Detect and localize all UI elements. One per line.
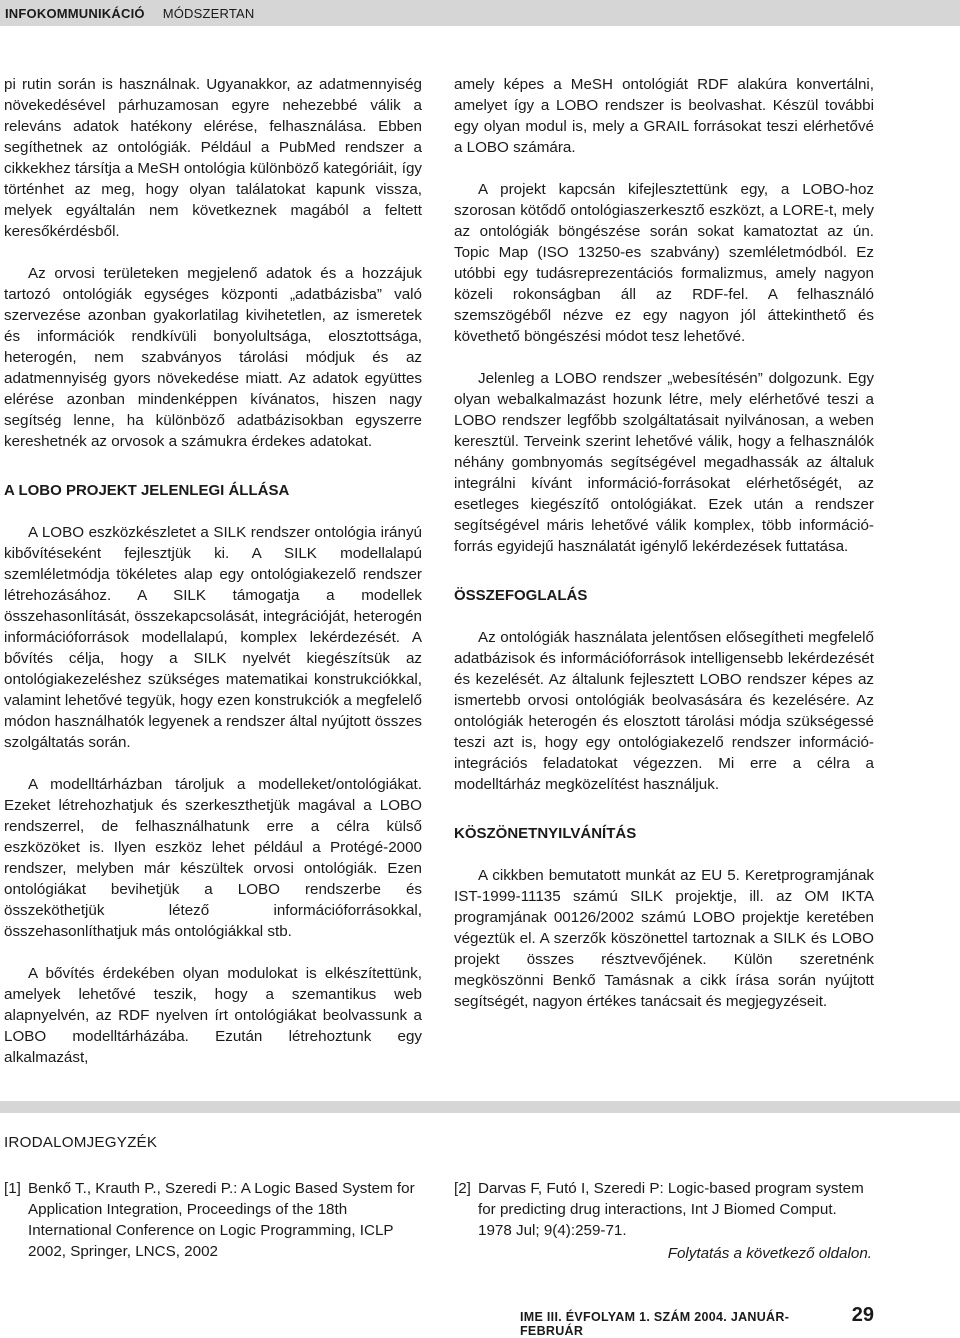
reference-number: [2] (454, 1180, 471, 1197)
reference-number: [1] (4, 1180, 21, 1197)
right-paragraph-1: amely képes a MeSH ontológiát RDF alakúra konvertálni, amelyet így a LOBO rendszer is beolvashat. Készül további egy olyan modul is, mely a GRAIL forrásokat teszi elérhetővé a LOBO számára. (454, 76, 874, 156)
reference-item (4, 1178, 424, 1262)
reference-item (454, 1178, 874, 1264)
left-paragraph-3: A LOBO eszközkészletet a SILK rendszer ontológia irányú kibővítéseként fejlesztjük ki. A SILK modellalapú szemléletmódja tökéletes alap egy ontológiakezelő rendszer létrehozásához. A SILK támogatja a modellek összehasonlítását, összekapcsolását, integrációját, heterogén információforrások modellalapú, komplex lekérdezését. A bővítés célja, hogy a SILK nyelvét kiegészítsük az ontológiakezeléshez szükséges matematikai konstrukciókkal, valamint lehetővé tegyük, hogy ezen konstrukciók a megfelelő módon használhatók legyenek a rendszer által nyújtott összes szolgáltatás során. (4, 524, 422, 751)
header-subsection: MÓDSZERTAN (162, 5, 255, 21)
right-paragraph-4: Az ontológiák használata jelentősen elősegítheti megfelelő adatbázisok és információforrások intelligensebb lekérdezését és kezelését. Az általunk fejlesztett LOBO rendszer képes az ismertebb orvosi ontológiák beolvasására és kezelésére. Az ontológiák heterogén és elosztott tárolási módja szükségessé teszi azt is, hogy egy ontológiakezelő rendszer információ-integrációs feladatokat végezzen. Mi erre a célra a modelltárház megközelítést használjuk. (454, 629, 874, 793)
page-number: 29 (851, 1304, 874, 1326)
references-divider (0, 1101, 960, 1113)
references-title: IRODALOMJEGYZÉK (4, 1134, 158, 1151)
left-column (4, 74, 422, 1089)
section-heading-lobo-status: A LOBO PROJEKT JELENLEGI ÁLLÁSA (4, 482, 290, 499)
left-paragraph-5: A bővítés érdekében olyan modulokat is elkészítettünk, amelyek lehetővé teszik, hogy a szemantikus web alapnyelvén, az RDF nyelven írt ontológiákat beolvassunk a LOBO modelltárházába. Ezután létrehoztunk egy alkalmazást, (4, 965, 422, 1066)
right-paragraph-5: A cikkben bemutatott munkát az EU 5. Keretprogramjának IST-1999-11135 számú SILK projektje, ill. az OM IKTA programjának 00126/2002 számú LOBO projektje keretében végeztük el. A szerzők köszönettel tartoznak a SILK és LOBO projekt összes résztvevőjének. Külön szeretnénk megköszönni Benkő Tamásnak a cikk írása során nyújtott segítségét, nagyon értékes tanácsait és megjegyzéseit. (454, 867, 874, 1010)
header-section: INFOKOMMUNIKÁCIÓ (5, 5, 145, 21)
left-paragraph-4: A modelltárházban tároljuk a modelleket/ontológiákat. Ezeket létrehozhatjuk és szerkeszthetjük magával a LOBO rendszerrel, de felhasználhatunk erre a célra külső eszközöket is. Ilyen eszköz lehet például a Protégé-2000 rendszer, melyben már készültek orvosi ontológiák. Ezen ontológiákat bevihetjük a LOBO rendszerbe és összeköthetjük létező információforrásokkal, összehasonlíthatjuk más ontológiákkal stb. (4, 776, 422, 940)
right-paragraph-3: Jelenleg a LOBO rendszer „webesítésén” dolgozunk. Egy olyan webalkalmazást hozunk létre, mely elérhetővé teszi a LOBO rendszer legfőbb szolgáltatásait nyilvánosan, a weben keresztül. Terveink szerint lehetővé válik, hogy a felhasználók néhány gombnyomás segítségével megadhassák az általuk integrálni kívánt információ-forrásokat elérhetőségét, az esetleges kiegészítő ontológiákat. Ezek után a rendszer segítségével máris lehetővé válik komplex, több információ-forrás egyidejű használatát igénylő lekérdezések futtatása. (454, 370, 874, 555)
continued-note: Folytatás a következő oldalon. (667, 1245, 872, 1262)
reference-text: Darvas F, Futó I, Szeredi P: Logic-based program system for predicting drug interactions, Int J Biomed Comput. 1978 Jul; 9(4):259-71. (478, 1180, 864, 1239)
right-paragraph-2: A projekt kapcsán kifejlesztettünk egy, a LOBO-hoz szorosan kötődő ontológiaszerkesztő eszközt, a LORE-t, mely az ontológiák böngészése során sokat kamatoztat az ún. Topic Map (ISO 13250-es szabvány) szemléletmódból. Ez utóbbi egy tudásreprezentációs formalizmus, amely nagyon közeli rokonságban áll az RDF-fel. A felhasználó szemszögéből nézve ez egy nagyon jól áttekinthető és követhető böngészési módot tesz lehetővé. (454, 181, 874, 345)
page-footer (520, 1304, 874, 1338)
journal-issue: IME III. ÉVFOLYAM 1. SZÁM 2004. JANUÁR-FEBRUÁR (520, 1310, 790, 1338)
left-paragraph-1: pi rutin során is használnak. Ugyanakkor, az adatmennyiség növekedésével párhuzamosan egyre nehezebbé válik a releváns adatok hatékony elérése, felhasználása. Ebben segíthetnek az ontológiák. Például a PubMed rendszer a cikkekhez társítja a MeSH ontológia különböző kategóriáit, így történhet az meg, hogy olyan találatokat kapunk vissza, melyek egyáltalán nem következnek magából a feltett keresőkérdésből. (4, 76, 422, 240)
reference-text: Benkő T., Krauth P., Szeredi P.: A Logic Based System for Application Integration, Proceedings of the 18th International Conference on Logic Programming, ICLP 2002, Springer, LNCS, 2002 (28, 1180, 415, 1260)
running-header (0, 0, 960, 26)
section-heading-summary: ÖSSZEFOGLALÁS (454, 587, 588, 604)
left-paragraph-2: Az orvosi területeken megjelenő adatok és a hozzájuk tartozó ontológiák egységes központi „adatbázisba” való szervezése azonban gyakorlatilag kivihetetlen, az ismeretek és információk rendkívüli bonyolultsága, elosztottsága, heterogén, nem szabványos tárolási módjuk és az adatmennyiség gyors növekedése miatt. Az adatok együttes elérése azonban mindenképpen kívánatos, hiszen nagy segítség lenne, ha különböző adatbázisokban egyszerre kereshetnék az orvosok a számukra érdekes adatokat. (4, 265, 422, 450)
section-heading-acknowledgements: KÖSZÖNETNYILVÁNÍTÁS (454, 825, 637, 842)
right-column (454, 74, 874, 1033)
